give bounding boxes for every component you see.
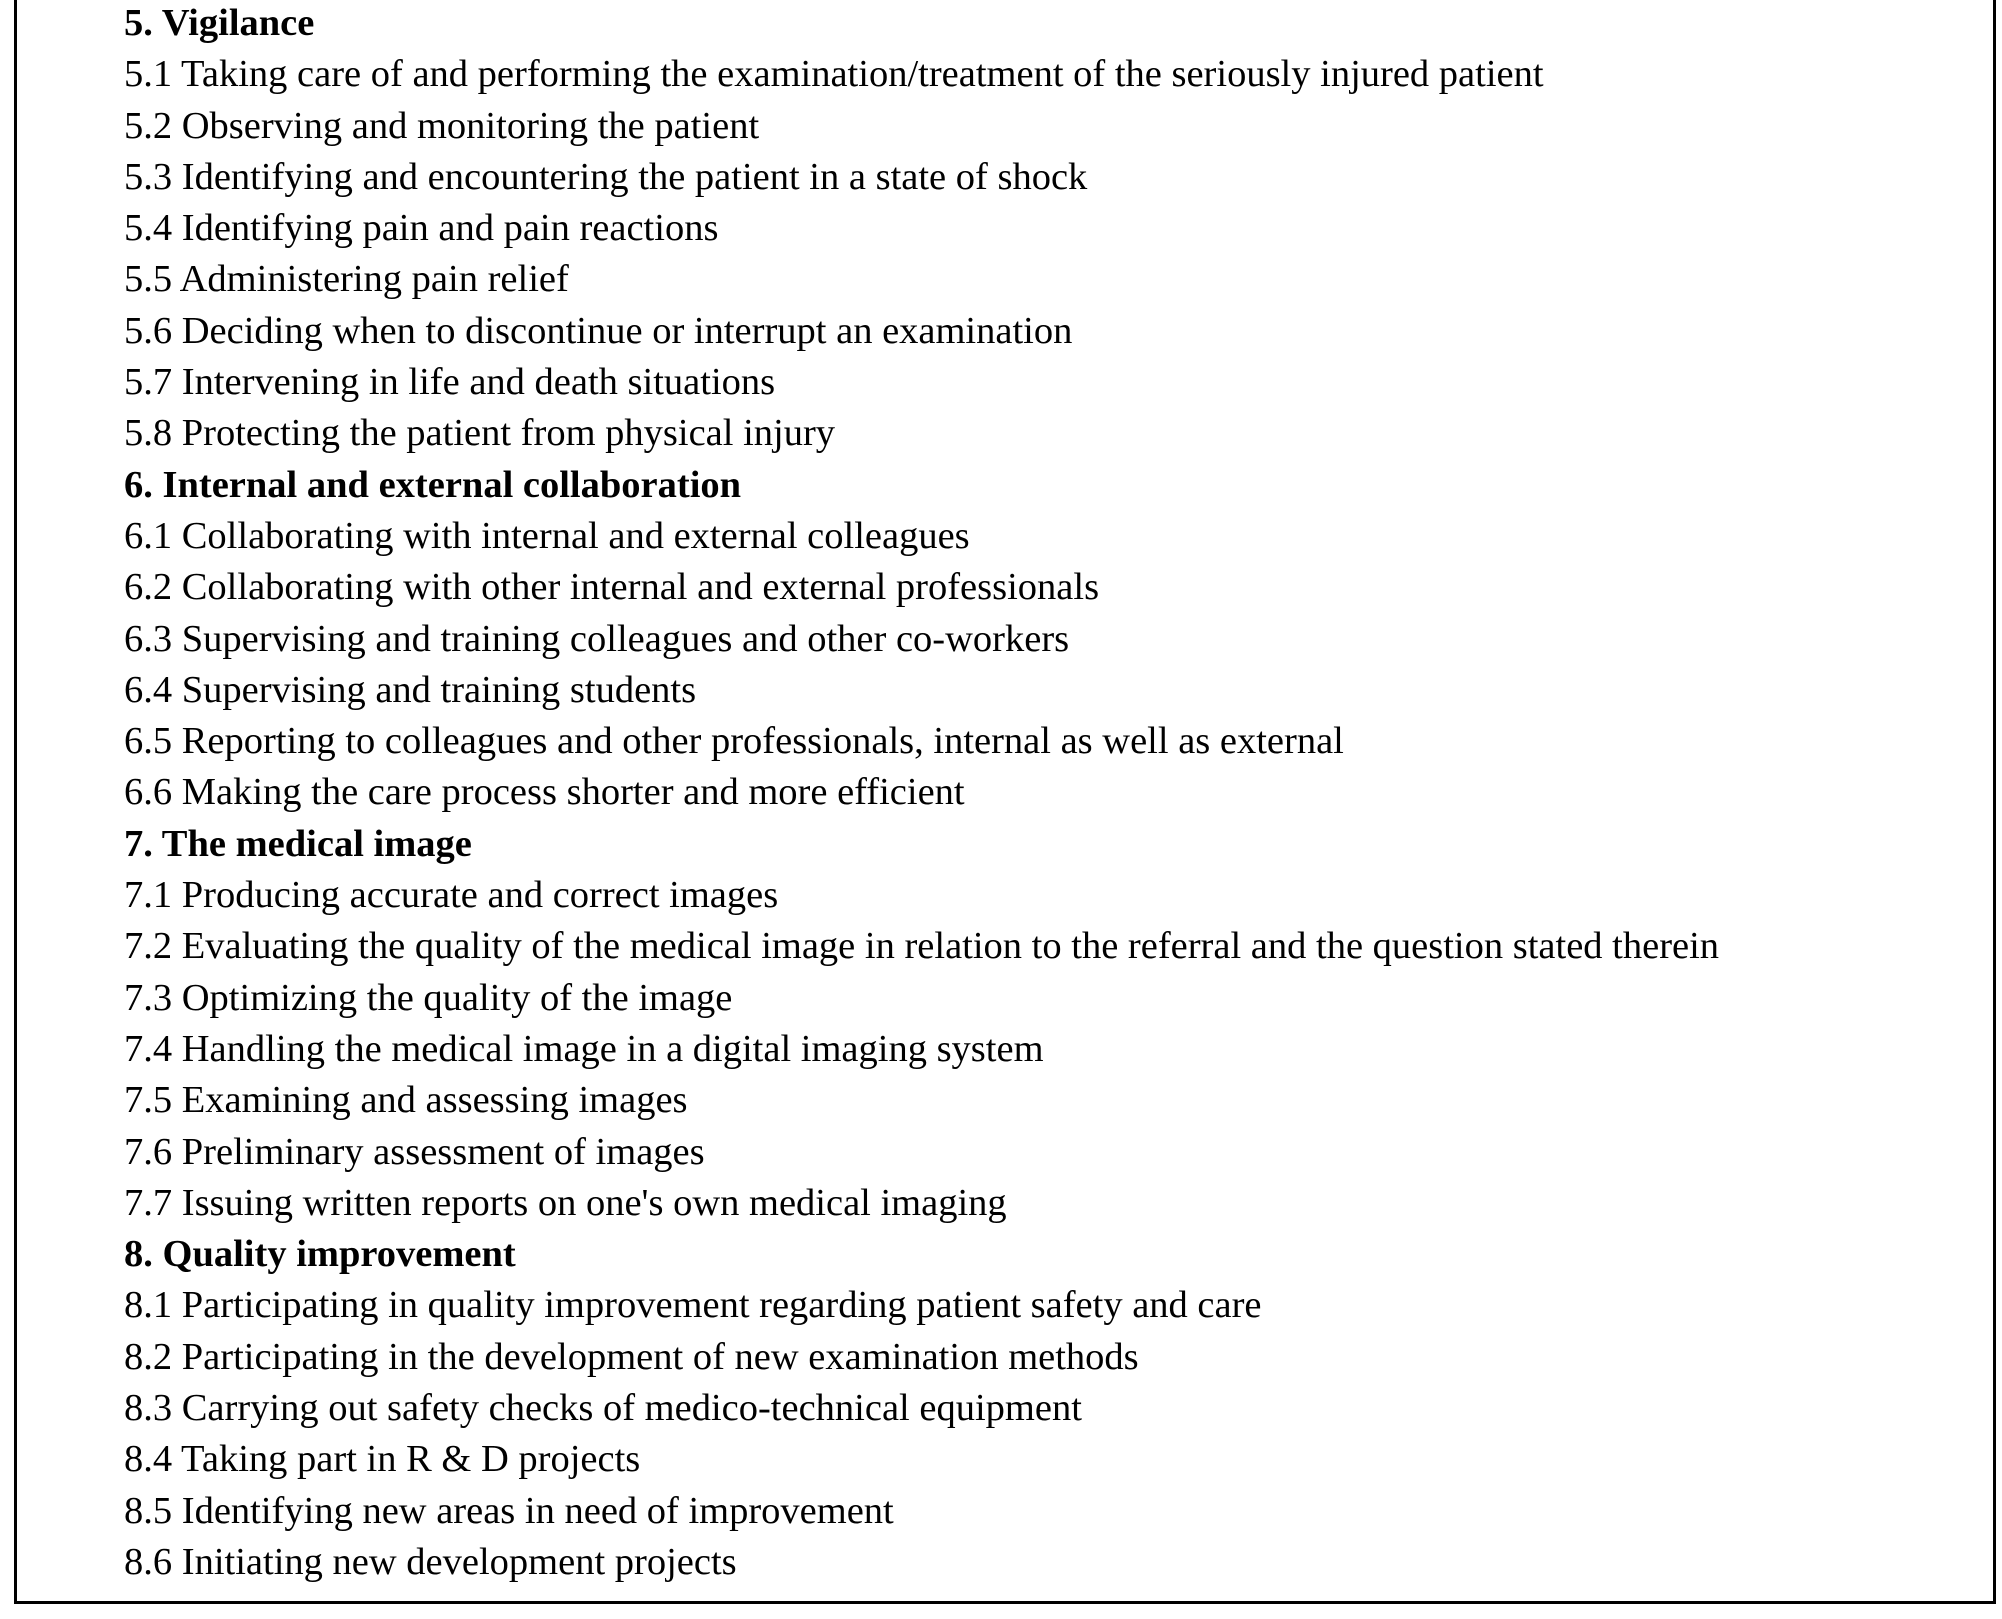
section-title: 8. Quality improvement bbox=[124, 1233, 516, 1276]
list-item: 6.1 Collaborating with internal and external colleagues bbox=[124, 514, 970, 557]
list-item: 6.6 Making the care process shorter and more efficient bbox=[124, 771, 965, 814]
list-item: 7.4 Handling the medical image in a digital imaging system bbox=[124, 1027, 1044, 1070]
list-item: 5.4 Identifying pain and pain reactions bbox=[124, 207, 719, 250]
list-item: 5.1 Taking care of and performing the examination/treatment of the seriously injured patient bbox=[124, 53, 1544, 96]
list-item: 8.5 Identifying new areas in need of improvement bbox=[124, 1489, 894, 1532]
list-item: 8.1 Participating in quality improvement regarding patient safety and care bbox=[124, 1284, 1262, 1327]
list-item: 6.4 Supervising and training students bbox=[124, 668, 697, 711]
list-item: 7.2 Evaluating the quality of the medical image in relation to the referral and the question stated therein bbox=[124, 925, 1720, 968]
list-item: 8.2 Participating in the development of new examination methods bbox=[124, 1335, 1139, 1378]
section-title: 6. Internal and external collaboration bbox=[124, 463, 742, 506]
list-item: 5.3 Identifying and encountering the patient in a state of shock bbox=[124, 155, 1088, 198]
list-item: 5.2 Observing and monitoring the patient bbox=[124, 104, 760, 147]
list-item: 8.4 Taking part in R & D projects bbox=[124, 1438, 641, 1481]
list-item: 5.7 Intervening in life and death situations bbox=[124, 361, 776, 404]
list-item: 5.5 Administering pain relief bbox=[124, 258, 569, 301]
list-item: 5.8 Protecting the patient from physical injury bbox=[124, 412, 836, 455]
list-item: 6.3 Supervising and training colleagues and other co-workers bbox=[124, 617, 1070, 660]
section-title: 7. The medical image bbox=[124, 822, 472, 865]
list-item: 7.3 Optimizing the quality of the image bbox=[124, 976, 733, 1019]
list-item: 8.3 Carrying out safety checks of medico-technical equipment bbox=[124, 1387, 1082, 1430]
list-item: 5.6 Deciding when to discontinue or interrupt an examination bbox=[124, 309, 1073, 352]
list-item: 6.2 Collaborating with other internal and external professionals bbox=[124, 566, 1100, 609]
list-item: 8.6 Initiating new development projects bbox=[124, 1540, 737, 1583]
section-title: 5. Vigilance bbox=[124, 2, 315, 44]
list-item: 7.7 Issuing written reports on one's own medical imaging bbox=[124, 1181, 1007, 1224]
list-item: 7.1 Producing accurate and correct images bbox=[124, 874, 779, 917]
list-item: 7.6 Preliminary assessment of images bbox=[124, 1130, 705, 1173]
list-item: 6.5 Reporting to colleagues and other professionals, internal as well as external bbox=[124, 720, 1344, 763]
list-item: 7.5 Examining and assessing images bbox=[124, 1079, 688, 1122]
competence-list bbox=[124, 0, 1964, 1590]
